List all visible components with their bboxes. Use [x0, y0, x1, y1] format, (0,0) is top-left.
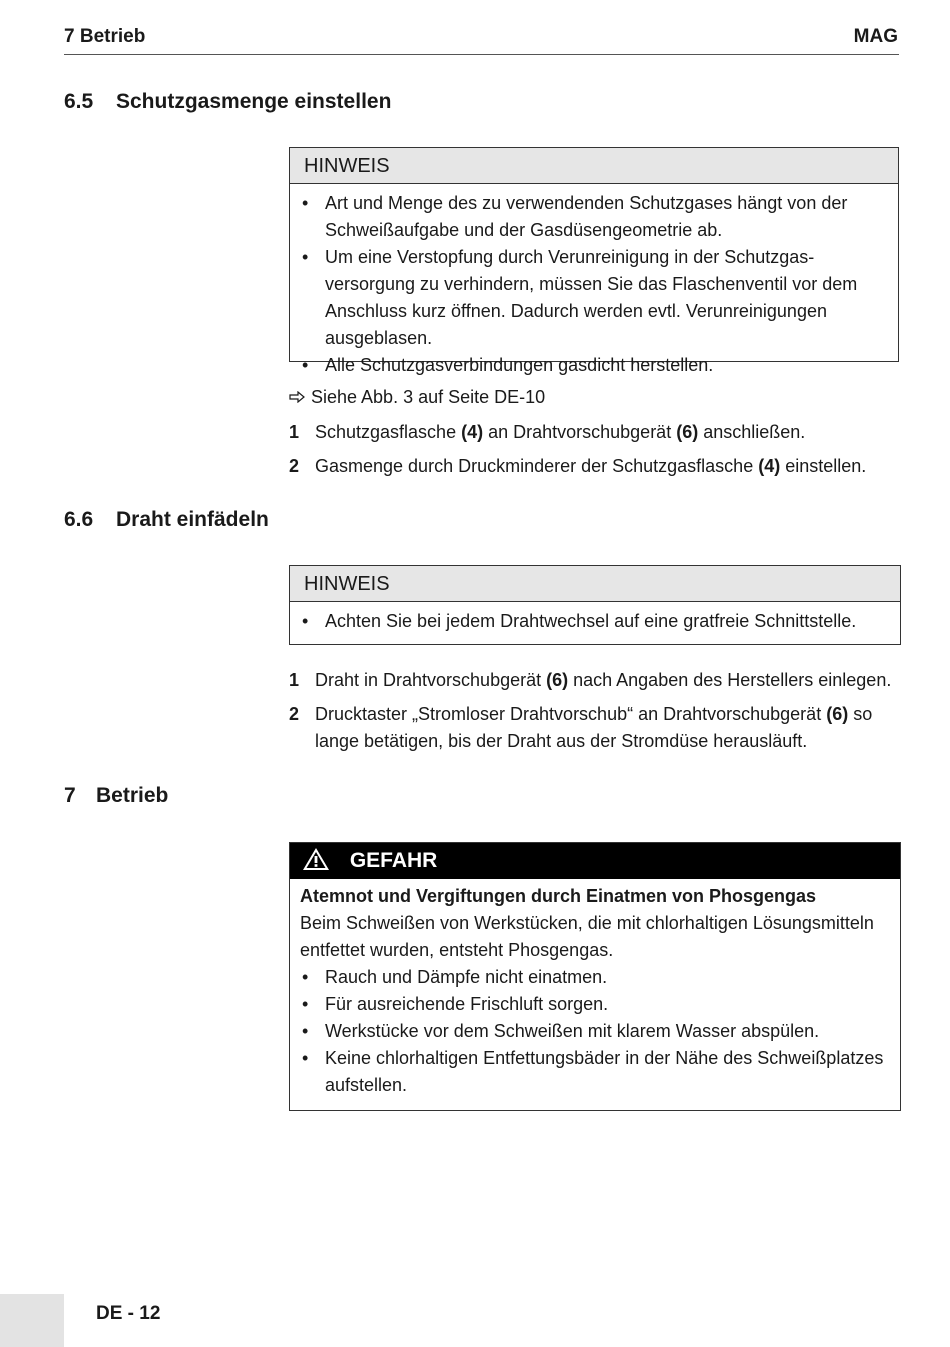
step-number: 1	[289, 422, 300, 442]
step-item	[289, 667, 899, 694]
note-box-gas	[289, 147, 899, 375]
header-divider	[64, 54, 899, 55]
danger-body	[290, 879, 900, 1109]
list-item: • Um eine Verstopfung durch Verunreinigung in der Schutzgas-versorgung zu verhindern, müssen Sie das Flaschenventil vor dem Anschluss kurz öffnen. Dadurch werden evtl. Verunreinigungen ausgeblasen.	[300, 244, 888, 352]
list-item: • Für ausreichende Frischluft sorgen.	[300, 991, 890, 1018]
section-number: 6.5	[64, 90, 94, 113]
note-list	[300, 190, 888, 379]
section-title: Draht einfädeln	[116, 508, 269, 531]
danger-intro: Beim Schweißen von Werkstücken, die mit chlorhaltigen Lösungsmitteln entfettet wurden, entsteht Phosgengas.	[300, 913, 874, 960]
section-title: Betrieb	[96, 784, 169, 807]
list-item: • Rauch und Dämpfe nicht einatmen.	[300, 964, 890, 991]
section-heading-6-5	[64, 90, 391, 114]
list-item: • Alle Schutzgasverbindungen gasdicht herstellen.	[300, 352, 888, 379]
step-text: Drucktaster „Stromloser Drahtvorschub“ an Drahtvorschubgerät (6) so lange betätigen, bis der Draht aus der Stromdüse herausläuft.	[315, 704, 873, 751]
page-number: DE - 12	[96, 1303, 161, 1324]
note-box-wire	[289, 565, 901, 645]
note-list	[300, 608, 890, 635]
step-number: 1	[289, 670, 300, 690]
note-body	[290, 602, 900, 645]
step-number: 2	[289, 704, 300, 724]
danger-subtitle: Atemnot und Vergiftungen durch Einatmen von Phosgengas	[300, 886, 817, 906]
cross-reference	[289, 384, 545, 411]
step-text: Gasmenge durch Druckminderer der Schutzgasflasche (4) einstellen.	[315, 456, 867, 476]
danger-heading-text: GEFAHR	[349, 849, 438, 872]
danger-box	[289, 842, 901, 1111]
step-text: Schutzgasflasche (4) an Drahtvorschubgerät (6) anschließen.	[315, 422, 806, 442]
warning-triangle-icon	[302, 849, 350, 872]
section-heading-6-6	[64, 508, 269, 532]
note-heading: HINWEIS	[290, 566, 900, 602]
list-item: • Werkstücke vor dem Schweißen mit klarem Wasser abspülen.	[300, 1018, 890, 1045]
step-item	[289, 419, 899, 446]
section-number: 6.6	[64, 508, 94, 531]
step-number: 2	[289, 456, 300, 476]
running-header-chapter: 7 Betrieb	[64, 26, 146, 47]
note-heading: HINWEIS	[290, 148, 898, 184]
step-item	[289, 701, 899, 755]
section-heading-7	[64, 784, 168, 808]
note-body	[290, 184, 898, 389]
arrow-right-icon	[289, 384, 311, 411]
footer-tab	[0, 1294, 64, 1347]
cross-reference-text: Siehe Abb. 3 auf Seite DE-10	[311, 387, 546, 407]
section-number: 7	[64, 784, 76, 807]
section-title: Schutzgasmenge einstellen	[116, 90, 392, 113]
list-item: • Art und Menge des zu verwendenden Schutzgases hängt von der Schweißaufgabe und der Gasdüsengeometrie ab.	[300, 190, 888, 244]
danger-list	[300, 964, 890, 1099]
step-text: Draht in Drahtvorschubgerät (6) nach Angaben des Herstellers einlegen.	[315, 670, 892, 690]
list-item: • Keine chlorhaltigen Entfettungsbäder in der Nähe des Schweißplatzes aufstellen.	[300, 1045, 890, 1099]
step-item	[289, 453, 899, 480]
running-header-product: MAG	[853, 26, 898, 47]
danger-heading	[290, 843, 900, 879]
list-item: • Achten Sie bei jedem Drahtwechsel auf eine gratfreie Schnittstelle.	[300, 608, 890, 635]
